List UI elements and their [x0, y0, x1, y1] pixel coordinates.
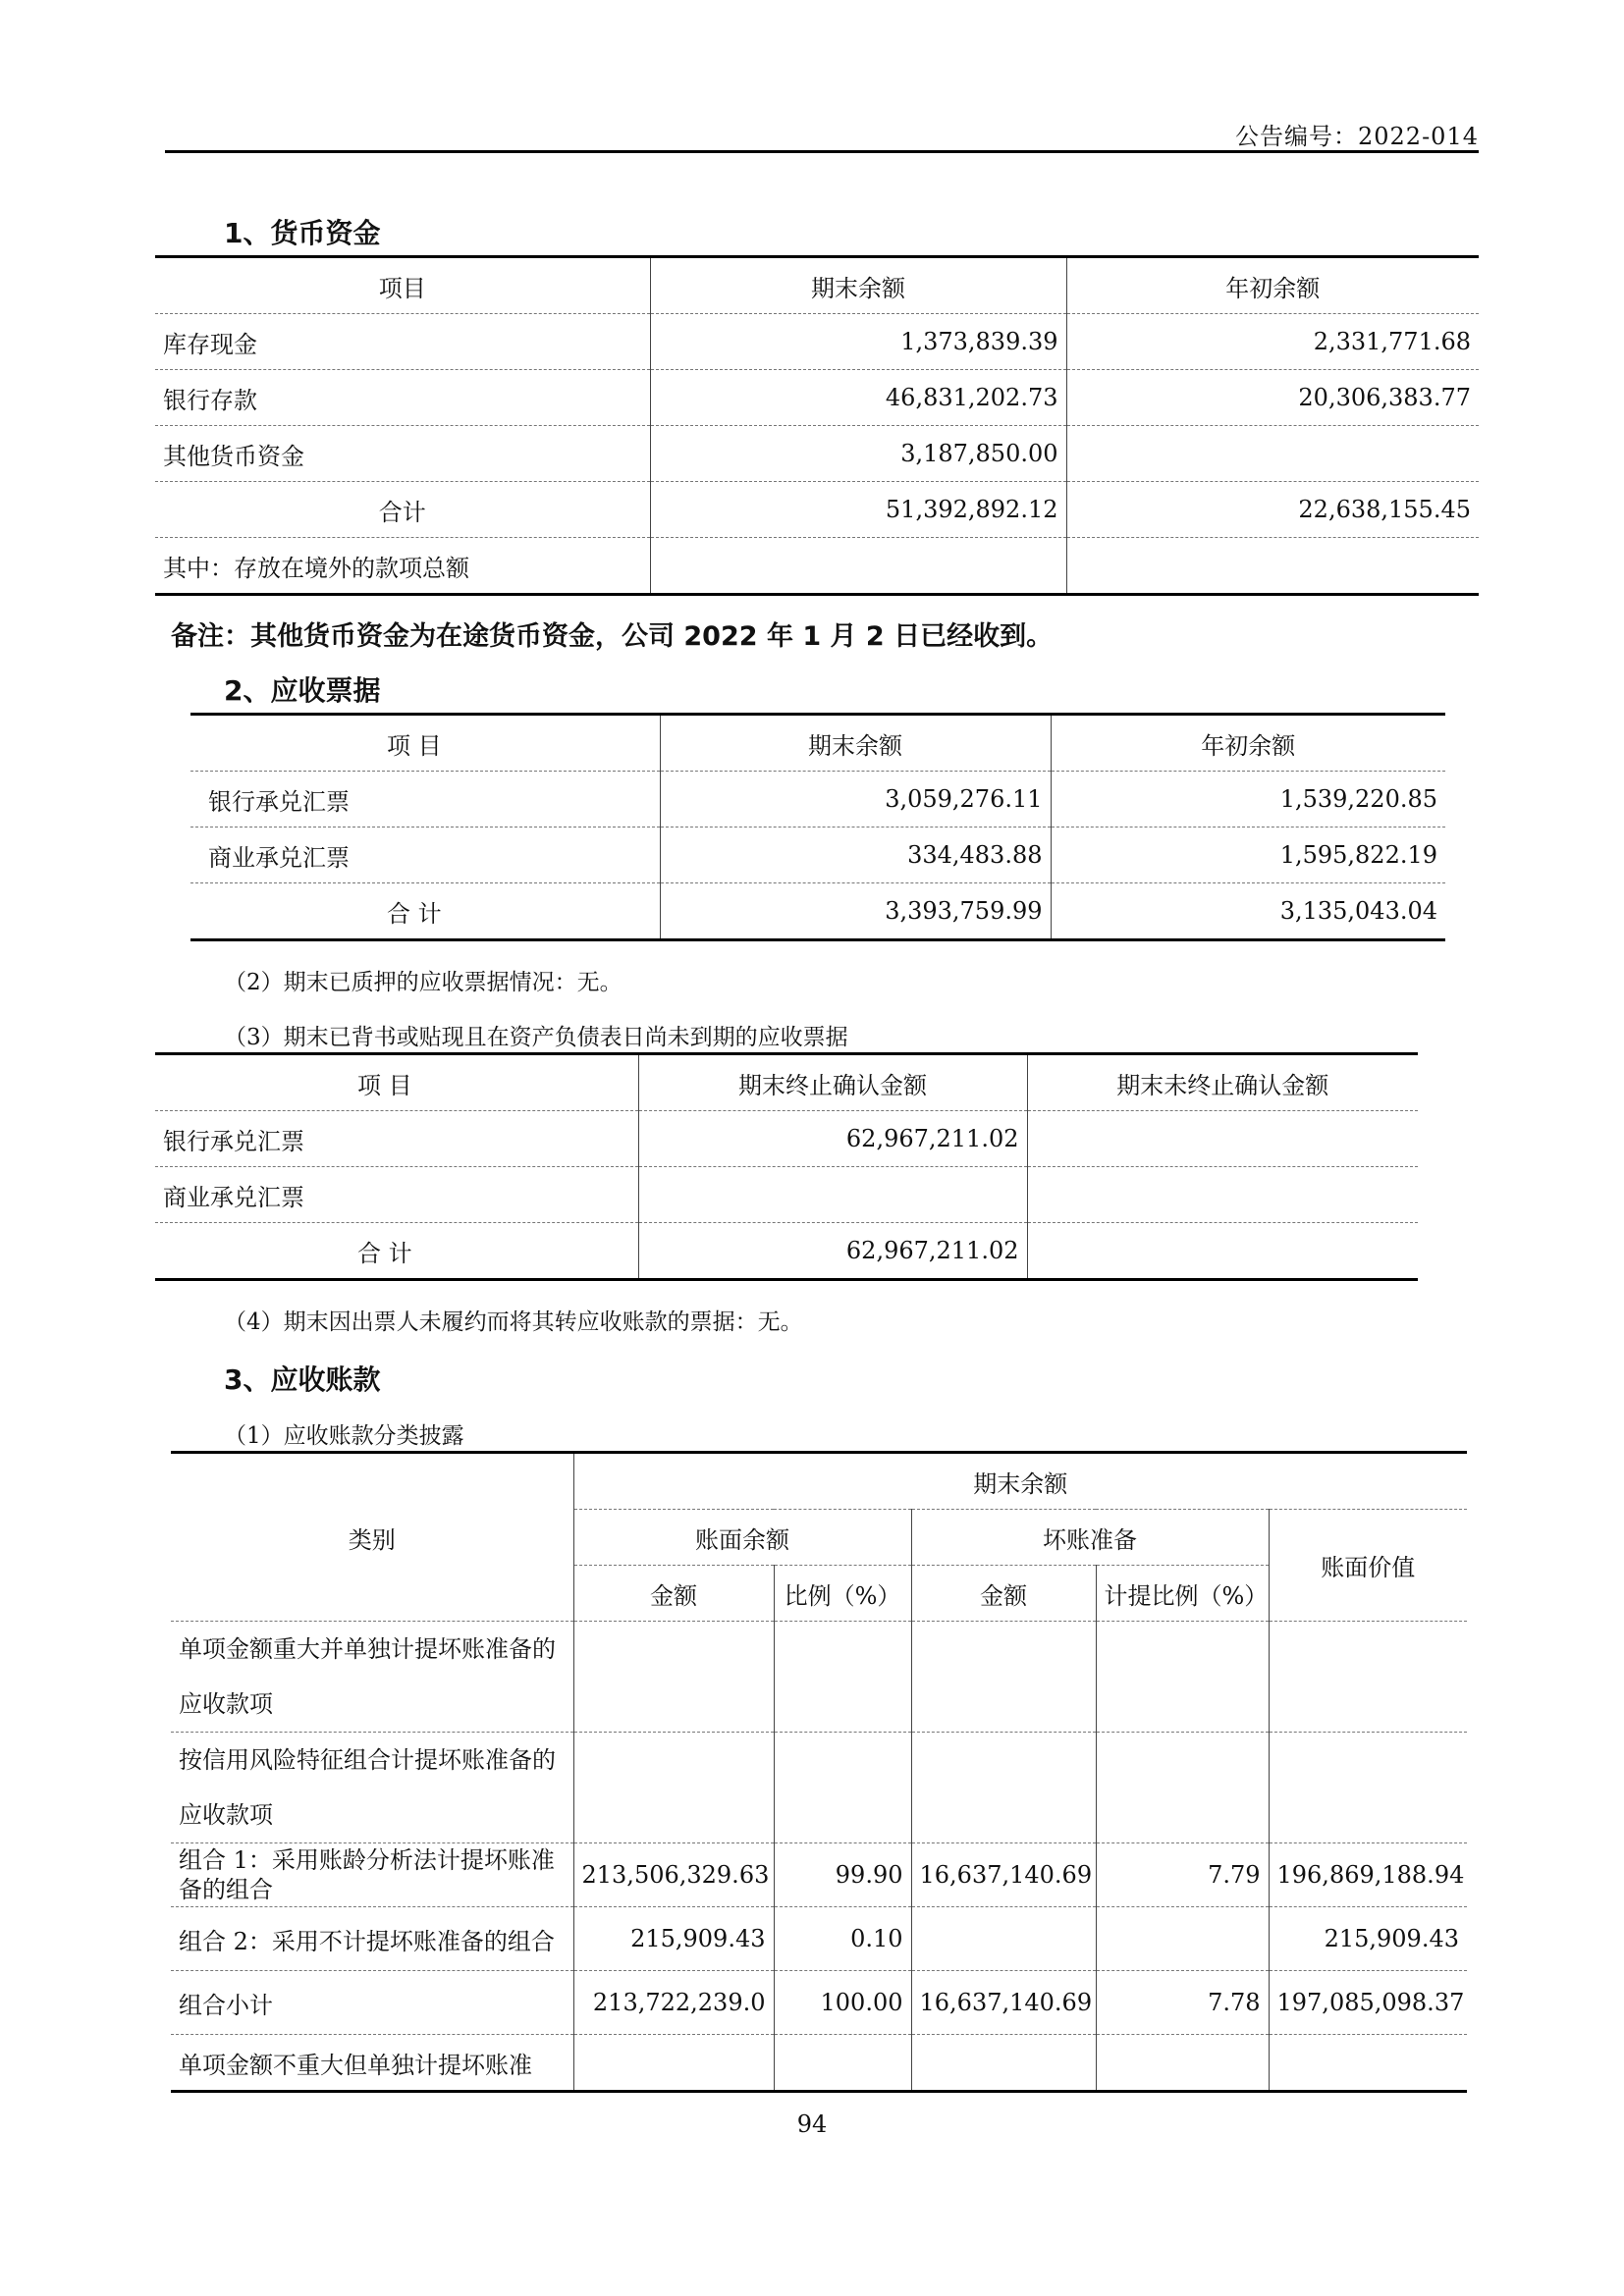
table-row [171, 2035, 1467, 2092]
endorsed-notes-title: （3）期末已背书或贴现且在资产负债表日尚未到期的应收票据 [224, 1025, 848, 1050]
cell-value: 7.78 [1096, 1971, 1269, 2035]
row-label: 组合 1：采用账龄分析法计提坏账准备的组合 [171, 1843, 573, 1907]
cell-value: 1,539,220.85 [1051, 772, 1445, 828]
row-label: 商业承兑汇票 [155, 1167, 638, 1223]
cell-value [1096, 1907, 1269, 1971]
cash-table [155, 255, 1479, 596]
table-row [171, 1733, 1467, 1843]
column-header: 期末余额 [660, 715, 1051, 772]
cell-value [774, 1733, 911, 1843]
row-label: 银行承兑汇票 [190, 772, 660, 828]
cell-value: 3,059,276.11 [660, 772, 1051, 828]
column-header: 期末余额 [650, 257, 1066, 314]
column-header-ratio: 比例（%） [774, 1566, 911, 1622]
column-header: 期末未终止确认金额 [1027, 1054, 1418, 1111]
endorsed-notes-table [155, 1052, 1418, 1281]
cell-value [1096, 1622, 1269, 1733]
table-row-total [155, 1223, 1418, 1280]
cell-value [1096, 2035, 1269, 2092]
cell-value [573, 2035, 774, 2092]
cell-value: 1,595,822.19 [1051, 828, 1445, 883]
row-label: 银行承兑汇票 [155, 1111, 638, 1167]
table-header-row [155, 257, 1479, 314]
cell-value [774, 2035, 911, 2092]
cell-value: 7.79 [1096, 1843, 1269, 1907]
column-header: 项目 [155, 257, 650, 314]
cell-value [573, 1733, 774, 1843]
table-row [190, 772, 1445, 828]
cell-value: 62,967,211.02 [638, 1223, 1027, 1280]
cell-value: 3,393,759.99 [660, 883, 1051, 940]
cell-value: 3,135,043.04 [1051, 883, 1445, 940]
row-label: 按信用风险特征组合计提坏账准备的应收款项 [171, 1733, 573, 1843]
column-header-amount: 金额 [573, 1566, 774, 1622]
table-row [171, 1907, 1467, 1971]
column-header-book-value: 账面价值 [1269, 1510, 1467, 1622]
notes-receivable-table [190, 713, 1445, 941]
table-row-total [190, 883, 1445, 940]
table-row [171, 1843, 1467, 1907]
cell-value: 1,373,839.39 [650, 314, 1066, 370]
pledged-notes-text: （2）期末已质押的应收票据情况：无。 [224, 970, 623, 995]
table-header-row [155, 1054, 1418, 1111]
accounts-receivable-subtitle: （1）应收账款分类披露 [224, 1423, 464, 1449]
column-header-bad-debt: 坏账准备 [911, 1510, 1269, 1566]
table-header-row [190, 715, 1445, 772]
row-label: 合 计 [155, 1223, 638, 1280]
row-label: 合 计 [190, 883, 660, 940]
cell-value: 215,909.43 [573, 1907, 774, 1971]
table-row-subtotal [171, 1971, 1467, 2035]
column-header: 年初余额 [1066, 257, 1479, 314]
cell-value: 2,331,771.68 [1066, 314, 1479, 370]
cell-value [911, 1622, 1096, 1733]
cell-value [1066, 538, 1479, 595]
table-header-row [171, 1453, 1467, 1510]
cell-value: 16,637,140.69 [911, 1843, 1096, 1907]
header-rule [165, 150, 1479, 153]
column-header: 项 目 [155, 1054, 638, 1111]
cell-value: 213,506,329.63 [573, 1843, 774, 1907]
column-header-period-end: 期末余额 [573, 1453, 1467, 1510]
row-label: 组合小计 [171, 1971, 573, 2035]
page-number: 94 [796, 2110, 828, 2138]
column-header-amount: 金额 [911, 1566, 1096, 1622]
table-row [155, 426, 1479, 482]
table-row-total [155, 482, 1479, 538]
section-title-cash: 1、货币资金 [224, 217, 381, 249]
row-label: 银行存款 [155, 370, 650, 426]
cell-value [573, 1622, 774, 1733]
cell-value: 46,831,202.73 [650, 370, 1066, 426]
column-header: 期末终止确认金额 [638, 1054, 1027, 1111]
row-label: 库存现金 [155, 314, 650, 370]
row-label: 组合 2：采用不计提坏账准备的组合 [171, 1907, 573, 1971]
row-label: 单项金额重大并单独计提坏账准备的应收款项 [171, 1622, 573, 1733]
column-header-book-balance: 账面余额 [573, 1510, 911, 1566]
cell-value [911, 1907, 1096, 1971]
cell-value: 334,483.88 [660, 828, 1051, 883]
cash-remark: 备注：其他货币资金为在途货币资金，公司 2022 年 1 月 2 日已经收到。 [171, 621, 1054, 652]
cell-value [1027, 1167, 1418, 1223]
cell-value: 16,637,140.69 [911, 1971, 1096, 2035]
cell-value [774, 1622, 911, 1733]
cell-value [1269, 1622, 1467, 1733]
table-row [190, 828, 1445, 883]
row-label: 其他货币资金 [155, 426, 650, 482]
row-label: 单项金额不重大但单独计提坏账准 [171, 2035, 573, 2092]
column-header: 项 目 [190, 715, 660, 772]
cell-value [1269, 1733, 1467, 1843]
cell-value: 0.10 [774, 1907, 911, 1971]
table-row [155, 314, 1479, 370]
table-row [171, 1622, 1467, 1733]
default-notes-text: （4）期末因出票人未履约而将其转应收账款的票据：无。 [224, 1309, 803, 1335]
table-row [155, 370, 1479, 426]
cell-value: 3,187,850.00 [650, 426, 1066, 482]
cell-value [1066, 426, 1479, 482]
accounts-receivable-table [171, 1451, 1467, 2093]
cell-value [1096, 1733, 1269, 1843]
column-header: 年初余额 [1051, 715, 1445, 772]
row-label: 合计 [155, 482, 650, 538]
cell-value: 197,085,098.37 [1269, 1971, 1467, 2035]
cell-value: 213,722,239.0 [573, 1971, 774, 2035]
cell-value: 99.90 [774, 1843, 911, 1907]
row-label: 其中：存放在境外的款项总额 [155, 538, 650, 595]
cell-value [650, 538, 1066, 595]
column-header-provision-ratio: 计提比例（%） [1096, 1566, 1269, 1622]
cell-value: 20,306,383.77 [1066, 370, 1479, 426]
section-title-accounts-receivable: 3、应收账款 [224, 1363, 381, 1396]
table-row [155, 538, 1479, 595]
column-header-category: 类别 [171, 1453, 573, 1622]
cell-value [1027, 1111, 1418, 1167]
announcement-number: 公告编号：2022-014 [1235, 123, 1479, 150]
cell-value: 196,869,188.94 [1269, 1843, 1467, 1907]
section-title-notes-receivable: 2、应收票据 [224, 674, 381, 707]
cell-value [911, 2035, 1096, 2092]
cell-value [1027, 1223, 1418, 1280]
cell-value: 100.00 [774, 1971, 911, 2035]
cell-value: 51,392,892.12 [650, 482, 1066, 538]
cell-value: 22,638,155.45 [1066, 482, 1479, 538]
cell-value [638, 1167, 1027, 1223]
cell-value [1269, 2035, 1467, 2092]
table-row [155, 1167, 1418, 1223]
row-label: 商业承兑汇票 [190, 828, 660, 883]
cell-value: 215,909.43 [1269, 1907, 1467, 1971]
cell-value [911, 1733, 1096, 1843]
cell-value: 62,967,211.02 [638, 1111, 1027, 1167]
table-row [155, 1111, 1418, 1167]
